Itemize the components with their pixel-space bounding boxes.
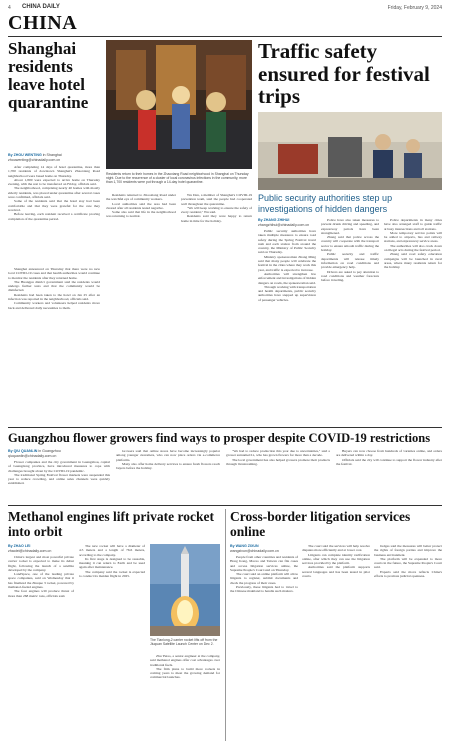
paragraph: Zhang said that police across the country will cooperate with the transport sector to ensure smooth traffic during the holiday.: [321, 235, 379, 253]
paragraph: Local authorities said the area had been cleared after all residents tested negative.: [106, 201, 176, 210]
paragraph: Flower companies and the city government in Guangzhou, capital of Guangdong province, have introduced measures to cope with challenges brought about by the COVID-19 pandemic.: [8, 460, 110, 473]
paragraph: Litigants can complete identity verification online, after which they can use the litigation services provided by the platform.: [302, 552, 370, 566]
shanghai-column-3: [106, 193, 176, 338]
guangzhou-column-1: [8, 460, 110, 500]
paragraph: More temporary service points will be added to airports, bus and railway stations, and expressway service areas.: [384, 230, 442, 244]
paragraph: The firm plans to build more rockets in coming years to meet the growing demand for commercial launches.: [150, 666, 220, 680]
paragraph: The new rocket will have a diameter of 4.5 meters and a length of 76.6 meters, according to the company.: [79, 544, 145, 557]
top-rule: [8, 36, 442, 37]
paragraph: Zhang said road safety education campaigns will be launched in rural areas, where many residents return for the holiday.: [384, 252, 442, 270]
shanghai-photo-caption: Residents return to their homes in the Zhaoxiang Road neighborhood in Shanghai on Thursday night. Due to the recurrence of a cluster of local coronavirus infections in the community, more than 1,700 residents were put through a 14-day hotel quarantine.: [106, 172, 249, 185]
litigation-column-1: [230, 555, 298, 741]
guangzhou-byline-email: qiuquanlin@chinadaily.com.cn: [8, 453, 57, 458]
methanol-column-1: [8, 555, 74, 741]
guangzhou-byline-place: in Guangzhou: [38, 449, 61, 453]
divider: [8, 427, 442, 428]
paragraph: Authorities will strengthen law enforcement and investigations of hidden dangers on roads, the spokeswoman said.: [258, 271, 316, 285]
paragraph: Judges said the measures will better protect the rights of foreign parties and improve the business environment.: [374, 544, 442, 557]
paragraph: Drivers are asked to pay attention to road conditions and weather forecasts before traveling.: [321, 269, 379, 283]
paragraph: Residents returned to Zhaoxiang Road under the watchful eye of community workers.: [106, 193, 176, 202]
paragraph: Public security and traffic departments will release timely information on road conditions and provide emergency help.: [321, 252, 379, 270]
paragraph: Police have also taken measures to prevent drunk driving and speeding, and expressway patrols have been strengthened.: [321, 218, 379, 235]
methanol-column-3: [150, 654, 220, 741]
issue-date: Friday, February 9, 2024: [387, 5, 442, 11]
shanghai-photo: [106, 40, 252, 169]
methanol-byline: [8, 544, 74, 553]
paragraph: The company said the rocket is expected to conduct its maiden flight in 2025.: [79, 569, 145, 579]
paragraph: Shanghai announced on Thursday that there were no new local COVID-19 cases and that health authorities would continue to monitor the residents after they returned home.: [8, 267, 100, 280]
shanghai-headline: Shanghai residents leave hotel quarantine: [8, 39, 89, 112]
paragraph: Its first stage is designed to be reusable, meaning it can return to Earth and be used again after maintenance.: [79, 556, 145, 570]
paragraph: The court said an online platform will allow litigants to register, submit documents and check the progress of their cases.: [230, 572, 298, 585]
traffic-headline: Traffic safety ensured for festival trips: [258, 39, 430, 108]
guangzhou-column-4: [336, 449, 442, 500]
paragraph: The neighborhood, comprising nearly 40 homes with mostly elderly residents, was placed under quarantine after several cases were confirmed, officials said.: [8, 186, 100, 200]
methanol-column-2: [79, 544, 145, 741]
guangzhou-byline: [8, 449, 110, 458]
paragraph: The court said the services will help resolve disputes more efficiently and at lower cost.: [302, 544, 370, 553]
paragraph: The Huangpu district government said the residents would undergo further tests and that the community would be disinfected.: [8, 279, 100, 293]
guangzhou-column-3: [226, 449, 330, 500]
traffic-byline: [258, 218, 318, 227]
paragraph: "We had to reduce production this year due to uncertainties," said a grower surnamed Li, who has grown flowers for more than a decade.: [226, 449, 330, 458]
shanghai-byline-email: zhouwenting@chinadaily.com.cn: [8, 157, 61, 162]
litigation-column-2: [302, 544, 370, 741]
guangzhou-byline-name: By QIU QUANLIN: [8, 449, 38, 453]
traffic-photo: [258, 112, 442, 190]
paragraph: "We will keep working to ensure the safety of every resident," Wu said.: [181, 205, 252, 215]
shanghai-column-4: [181, 193, 252, 338]
traffic-column-2: [321, 218, 379, 421]
paragraph: Wu Dan, a member of Shanghai's COVID-19 prevention team, said the people had cooperated well throughout the quarantine.: [181, 193, 252, 206]
paragraph: Experts said the move reflects China's efforts to promote judicial openness.: [374, 569, 442, 579]
paragraph: After completing 14 days of hotel quarantine, more than 1,700 residents of downtown Shanghai's Zhaoxiang Road neighborhood were bused home on Thursday.: [8, 165, 100, 178]
litigation-headline: Cross-border litigation services online: [230, 509, 411, 539]
paragraph: Previously, these litigants had to travel to the Chinese mainland to handle such matters.: [230, 585, 298, 594]
paragraph: Community workers and volunteers helped residents move back and delivered daily necessities to them.: [8, 301, 100, 310]
paragraph: The four engines will produce thrust of more than 268 metric tons, officials said.: [8, 589, 74, 598]
litigation-column-3: [374, 544, 442, 741]
section-title: CHINA: [8, 12, 78, 34]
paper-name: CHINA DAILY: [22, 4, 60, 10]
shanghai-column-1b: [8, 267, 100, 429]
rocket-photo: [150, 544, 220, 636]
traffic-column-1: [258, 229, 316, 421]
paragraph: Some also said that life in the neighborhood was returning to normal.: [106, 210, 176, 219]
paragraph: Authorities said the platform supports several languages and has been tested in pilot courts.: [302, 565, 370, 579]
guangzhou-column-2: [116, 449, 220, 500]
paragraph: The platform will be expanded to more courts in the future, the Supreme People's Court said.: [374, 556, 442, 570]
paragraph: Ministry spokeswoman Zhang Ming said that many people will celebrate the festival in the cities where they work this year, and traffic is expected to increase.: [258, 254, 316, 272]
paragraph: Public security authorities have taken multiple measures to ensure road safety during the Spring Festival travel rush and each station from around the country, the Ministry of Public Security said on Thursday.: [258, 229, 316, 255]
paragraph: Many also offer home delivery services to ensure fresh flowers reach buyers before the holiday.: [116, 461, 220, 471]
paragraph: China's largest and most powerful private carrier rocket is expected to make its debut flight, following the launch of a satellite developed by the company.: [8, 555, 74, 572]
paragraph: Growers said that online stores have become increasingly popular among younger customers, who can now place orders via e-commerce platforms.: [116, 449, 220, 462]
paragraph: Residents had been taken to the hotel on Jan 25 after an infection was reported in the neighborhood, officials said.: [8, 292, 100, 302]
shanghai-byline: [8, 153, 100, 162]
traffic-column-3: [384, 218, 442, 421]
litigation-byline-email: wangzixun@chinadaily.com.cn: [230, 548, 279, 553]
divider: [8, 505, 442, 506]
paragraph: People from other countries and residents of Hong Kong, Macao and Taiwan can file cases and access litigation services online, the Supreme People's Court said on Thursday.: [230, 555, 298, 572]
rocket-photo-caption: The Tianlong-2 carrier rocket lifts off from the Jiuquan Satellite Launch Center on Dec 2.: [150, 638, 218, 647]
litigation-byline: [230, 544, 298, 553]
methanol-byline-email: zhaolei@chinadaily.com.cn: [8, 548, 52, 553]
litigation-byline-name: By WANG ZIXUN: [230, 544, 259, 548]
traffic-byline-name: By ZHANG ZHIHUI: [258, 218, 290, 222]
paragraph: Buyers can now choose from hundreds of varieties online, and orders are delivered within a day.: [336, 449, 442, 458]
paragraph: The local government has also helped growers promote their products through livestreaming.: [226, 457, 330, 466]
paragraph: Some of the residents said that the hotel stay had been comfortable and that they were grateful for the care they received.: [8, 199, 100, 212]
guangzhou-headline: Guangzhou flower growers find ways to prosper despite COVID-19 restrictions: [8, 431, 431, 445]
shanghai-byline-name: By ZHOU WENTING: [8, 153, 42, 157]
paragraph: The authorities will also crack down on illegal acts during the festival period.: [384, 243, 442, 253]
page-number: 4: [8, 5, 11, 11]
shanghai-byline-place: in Shanghai: [42, 153, 62, 157]
paragraph: The traditional Spring Festival flower markets were suspended this year to reduce crowding, and online sales channels were quickly established.: [8, 472, 110, 486]
paragraph: Police departments in many cities have also arranged staff to guide traffic at busy intersections and toll stations.: [384, 218, 442, 231]
paragraph: Residents said they were happy to return home in time for the holiday.: [181, 214, 252, 223]
paragraph: Zhu Yutao, a senior engineer at the company, said methanol engines offer cost advantages over traditional fuels.: [150, 654, 220, 667]
methanol-headline: Methanol engines lift private rocket into orbit: [8, 509, 214, 539]
paragraph: Officials said the city will continue to support the flower industry after the festival.: [336, 457, 442, 466]
paragraph: Through working with transportation and health departments, public security authorities have stepped up supervision of passenger vehicles.: [258, 284, 316, 302]
methanol-byline-name: By ZHAO LEI: [8, 544, 31, 548]
column-separator: [225, 509, 226, 741]
paragraph: LandSpace, one of the leading private space companies, said on Wednesday that it has finalized the Zhuque 3 rocket, powered by methanol-fueled engines.: [8, 572, 74, 590]
traffic-byline-email: zhangzhihui@chinadaily.com.cn: [258, 222, 310, 227]
traffic-deck: Public security authorities step up investigations of hidden dangers: [258, 193, 393, 214]
paragraph: Before leaving, each resident received a certificate proving completion of the quarantine period.: [8, 212, 100, 221]
paragraph: About 1,800 were expected to arrive home on Thursday evening, with the rest to be transferred on Friday, officials said.: [8, 177, 100, 187]
